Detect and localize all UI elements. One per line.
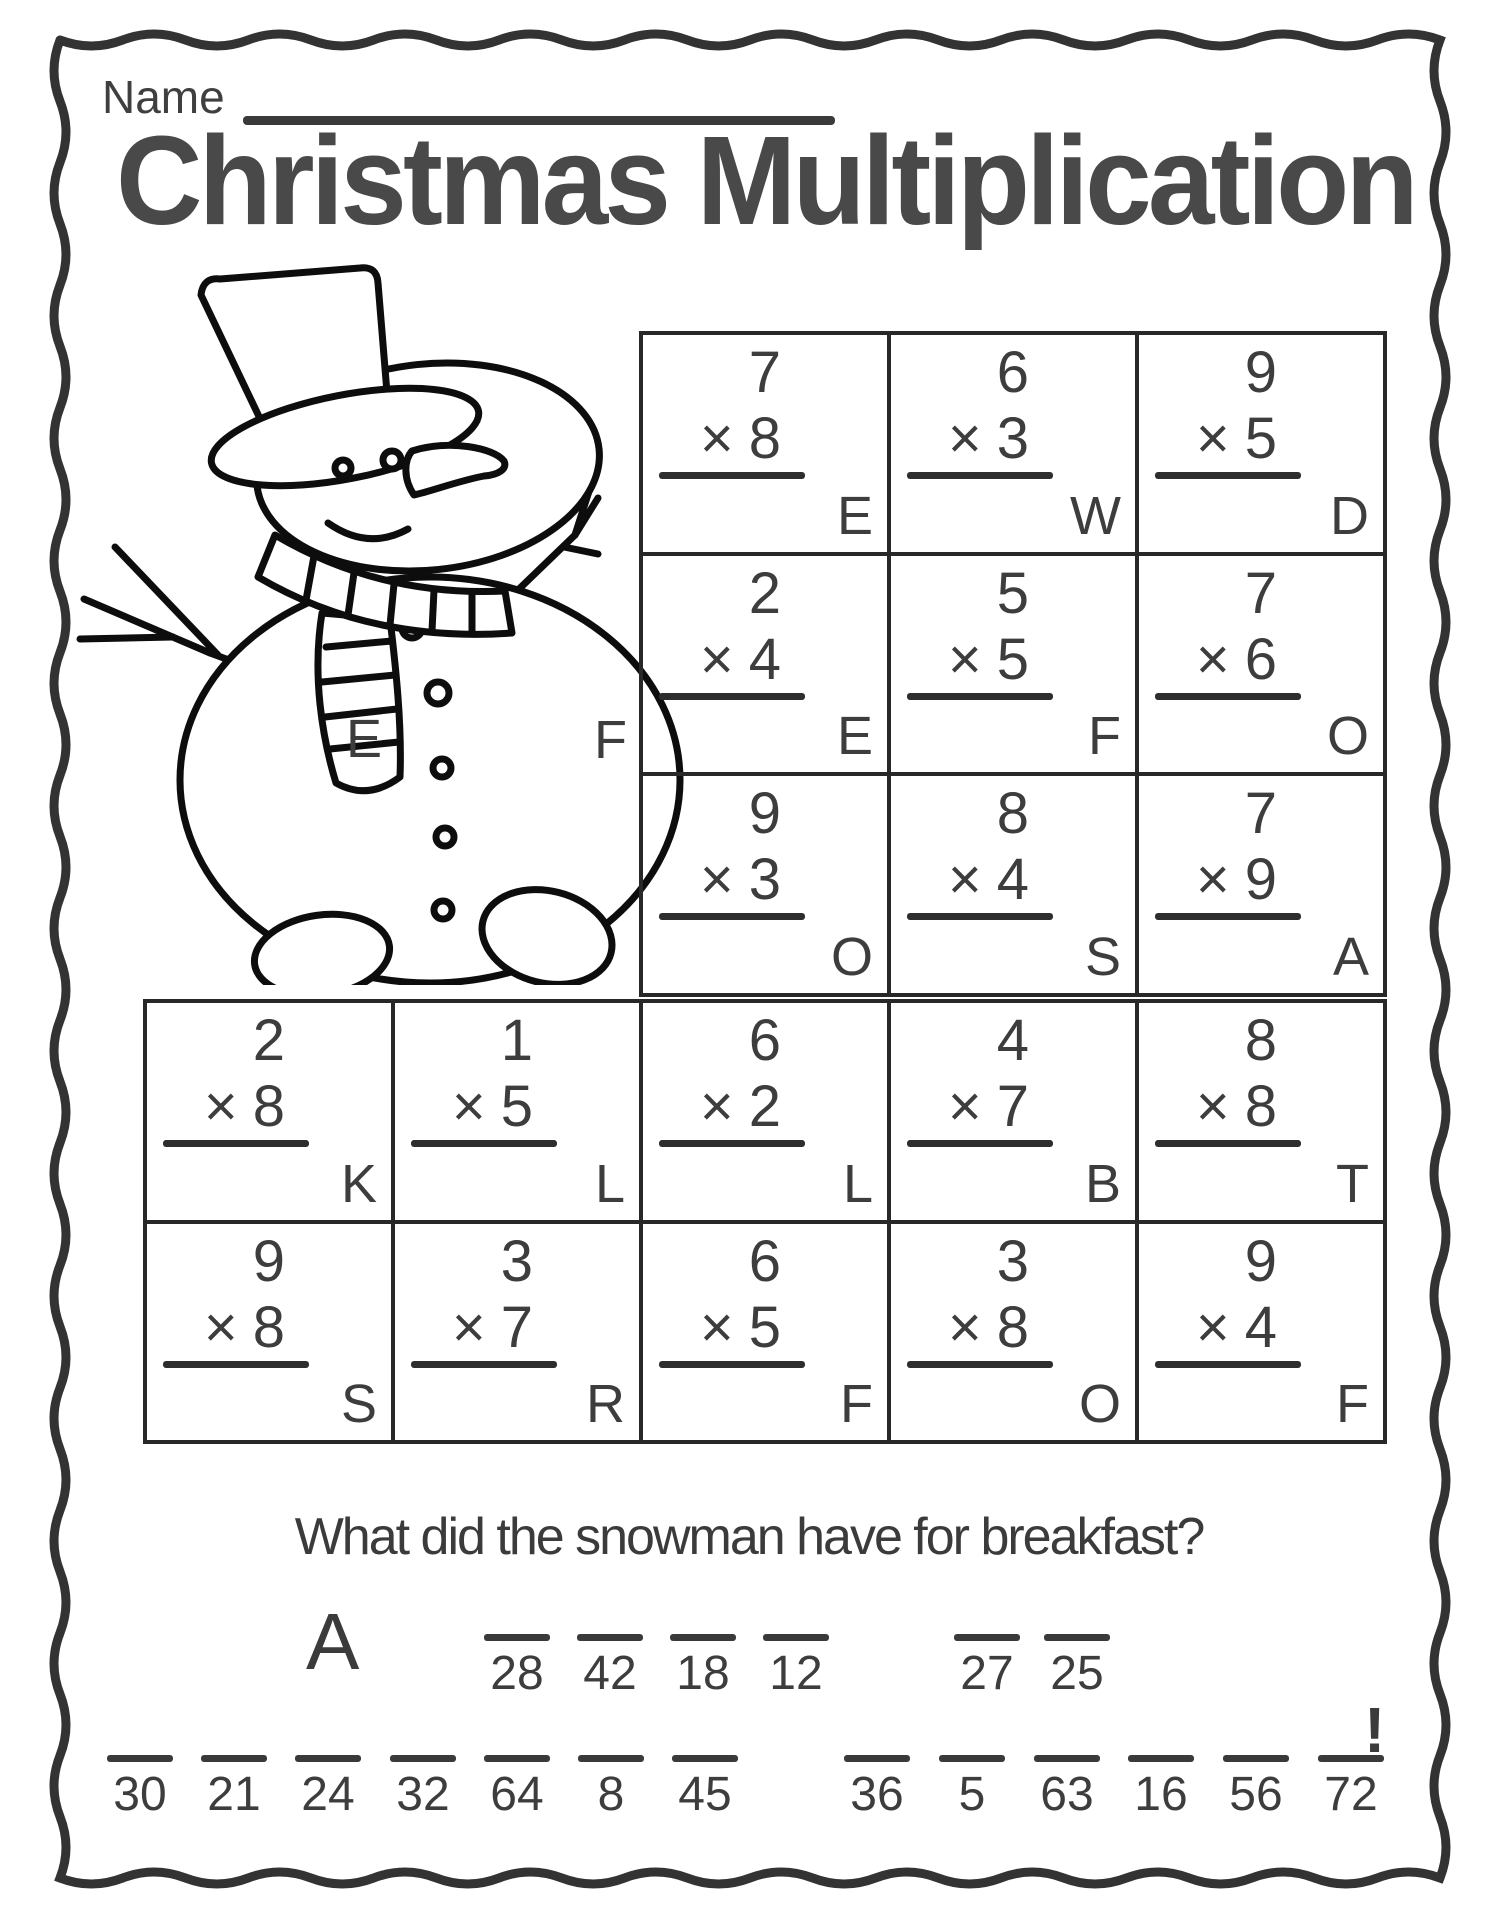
multiplication-sign: × (1195, 1074, 1230, 1139)
answer-line (1155, 1361, 1301, 1368)
product-number: 45 (678, 1768, 732, 1821)
product-number: 5 (958, 1768, 986, 1821)
answer-line (659, 1361, 805, 1368)
factor-top: 9 (1244, 340, 1277, 405)
product-number: 32 (396, 1768, 450, 1821)
code-letter: L (594, 1153, 625, 1214)
answer-line (1155, 913, 1301, 920)
product-number: 64 (490, 1768, 544, 1821)
factor-top: 2 (748, 560, 781, 626)
multiplication-grid-bottom (143, 999, 1387, 1444)
problem-bottom-row (643, 406, 781, 471)
snowman-illustration (70, 255, 730, 985)
problem-bottom-row (1139, 1294, 1277, 1360)
answer-blank (107, 1755, 173, 1819)
code-letter: E (836, 706, 873, 767)
code-letter: D (1330, 485, 1369, 546)
code-letter: R (586, 1374, 625, 1434)
code-letter: T (1336, 1153, 1369, 1214)
factor-top: 7 (748, 340, 781, 405)
problem-bottom-row (395, 1294, 533, 1360)
answer-line (1155, 472, 1301, 479)
factor-bottom: 3 (748, 847, 781, 913)
factor-bottom: 3 (996, 406, 1029, 471)
problem-bottom-row (395, 1074, 533, 1139)
answer-blank (954, 1634, 1020, 1698)
problem-bottom-row (1139, 406, 1277, 471)
multiplication-sign: × (1195, 626, 1230, 692)
code-letter: S (340, 1374, 377, 1434)
multiplication-sign: × (947, 1294, 982, 1360)
blank-line (1044, 1634, 1110, 1641)
code-letter: A (1332, 927, 1369, 988)
blank-line (1128, 1755, 1194, 1762)
multiplication-sign: × (699, 1074, 734, 1139)
factor-bottom: 6 (1244, 626, 1277, 692)
answer-line (659, 1140, 805, 1147)
multiplication-sign: × (203, 1074, 238, 1139)
code-letter: W (1070, 485, 1121, 546)
factor-bottom: 7 (500, 1294, 533, 1360)
problem-bottom-row (891, 1074, 1029, 1139)
problem-cell (641, 1222, 889, 1443)
blank-line (670, 1634, 736, 1641)
problem-cell (393, 1222, 641, 1443)
problem-bottom-row (891, 1294, 1029, 1360)
factor-bottom: 8 (996, 1294, 1029, 1360)
problem-cell (889, 774, 1137, 995)
factor-bottom: 8 (252, 1294, 285, 1360)
factor-top: 7 (1244, 560, 1277, 626)
blank-line (672, 1755, 738, 1762)
factor-bottom: 5 (748, 1294, 781, 1360)
factor-top: 6 (748, 1008, 781, 1073)
problem-cell (145, 1001, 393, 1222)
answer-blank (1223, 1755, 1289, 1819)
product-number: 12 (769, 1647, 823, 1700)
blank-line (763, 1634, 829, 1641)
multiplication-sign: × (451, 1074, 486, 1139)
multiplication-sign: × (1195, 1294, 1230, 1360)
answer-blank (201, 1755, 267, 1819)
blank-line (390, 1755, 456, 1762)
blank-line (1034, 1755, 1100, 1762)
answer-line (907, 913, 1053, 920)
multiplication-sign: × (699, 406, 734, 471)
code-letter: O (1078, 1374, 1121, 1434)
problem-cell (889, 333, 1137, 554)
factor-bottom: 2 (748, 1074, 781, 1139)
factor-bottom: 5 (996, 626, 1029, 692)
product-number: 42 (583, 1647, 637, 1700)
problem-cell (641, 554, 889, 775)
blank-line (844, 1755, 910, 1762)
answer-line (659, 693, 805, 700)
blank-line (107, 1755, 173, 1762)
problem-cell (641, 333, 889, 554)
blank-line (1223, 1755, 1289, 1762)
problem-cell (1137, 554, 1385, 775)
code-letter: S (1084, 927, 1121, 988)
problem-bottom-row (643, 626, 781, 692)
problem-cell (889, 1222, 1137, 1443)
answer-blank (578, 1755, 644, 1819)
multiplication-sign: × (1195, 847, 1230, 913)
factor-top: 5 (996, 560, 1029, 626)
problem-bottom-row (891, 406, 1029, 471)
problem-cell (1137, 333, 1385, 554)
factor-bottom: 4 (1244, 1294, 1277, 1360)
multiplication-sign: × (203, 1294, 238, 1360)
multiplication-sign: × (947, 1074, 982, 1139)
problem-cell (889, 1001, 1137, 1222)
multiplication-sign: × (1195, 406, 1230, 471)
multiplication-sign: × (947, 406, 982, 471)
blank-line (484, 1634, 550, 1641)
code-letter: K (340, 1153, 377, 1214)
answer-blank (844, 1755, 910, 1819)
answer-line (907, 1140, 1053, 1147)
multiplication-sign: × (699, 1294, 734, 1360)
product-number: 56 (1229, 1768, 1283, 1821)
code-letter: E (836, 485, 873, 546)
answer-line (659, 913, 805, 920)
product-number: 18 (676, 1647, 730, 1700)
blank-line (201, 1755, 267, 1762)
answer-blank (1128, 1755, 1194, 1819)
blank-line (484, 1755, 550, 1762)
factor-bottom: 4 (996, 847, 1029, 913)
answer-line (163, 1361, 309, 1368)
product-number: 28 (490, 1647, 544, 1700)
factor-top: 3 (996, 1228, 1029, 1294)
answer-blank (484, 1634, 550, 1698)
factor-top: 4 (996, 1008, 1029, 1073)
factor-bottom: 7 (996, 1074, 1029, 1139)
factor-bottom: 5 (500, 1074, 533, 1139)
answer-line (163, 1140, 309, 1147)
code-letter: F (1088, 706, 1121, 767)
product-number: 16 (1134, 1768, 1188, 1821)
answer-blank (672, 1755, 738, 1819)
problem-cell (641, 1001, 889, 1222)
problem-cell (1137, 1222, 1385, 1443)
problem-bottom-row (1139, 626, 1277, 692)
problem-bottom-row (147, 1294, 285, 1360)
answer-blank (295, 1755, 361, 1819)
code-letter: B (1084, 1153, 1121, 1214)
problem-bottom-row (1139, 1074, 1277, 1139)
product-number: 8 (597, 1768, 625, 1821)
product-number: 24 (301, 1768, 355, 1821)
answer-line (659, 472, 805, 479)
product-number: 30 (113, 1768, 167, 1821)
factor-bottom: 8 (1244, 1074, 1277, 1139)
answer-blank (484, 1755, 550, 1819)
code-letter: F (840, 1374, 873, 1434)
code-letter: O (1326, 706, 1369, 767)
answer-line (907, 472, 1053, 479)
problem-cell (1137, 1001, 1385, 1222)
problem-cell (889, 554, 1137, 775)
product-number: 21 (207, 1768, 261, 1821)
problem-bottom-row (891, 626, 1029, 692)
multiplication-sign: × (699, 847, 734, 913)
factor-top: 9 (1244, 1228, 1277, 1294)
answer-prefix-letter: A (306, 1597, 360, 1686)
exclamation-mark: ! (1364, 1694, 1386, 1766)
hidden-cell-letter: E (346, 709, 383, 769)
factor-top: 2 (252, 1008, 285, 1073)
answer-blank (390, 1755, 456, 1819)
product-number: 36 (850, 1768, 904, 1821)
answer-blank (1034, 1755, 1100, 1819)
factor-top: 6 (748, 1228, 781, 1294)
problem-bottom-row (891, 847, 1029, 913)
problem-bottom-row (643, 1294, 781, 1360)
name-label: Name (102, 71, 225, 123)
answer-line (1155, 693, 1301, 700)
blank-line (295, 1755, 361, 1762)
answer-line (411, 1140, 557, 1147)
multiplication-sign: × (699, 626, 734, 692)
answer-line (907, 1361, 1053, 1368)
problem-bottom-row (643, 847, 781, 913)
blank-line (578, 1755, 644, 1762)
answer-line (411, 1361, 557, 1368)
answer-line (1155, 1140, 1301, 1147)
multiplication-sign: × (451, 1294, 486, 1360)
factor-bottom: 5 (1244, 406, 1277, 471)
factor-bottom: 8 (252, 1074, 285, 1139)
factor-top: 3 (500, 1228, 533, 1294)
factor-top: 8 (996, 781, 1029, 847)
code-letter: F (1336, 1374, 1369, 1434)
answer-line (907, 693, 1053, 700)
answer-blank (670, 1634, 736, 1698)
factor-top: 9 (748, 781, 781, 847)
product-number: 27 (960, 1647, 1014, 1700)
factor-top: 8 (1244, 1008, 1277, 1073)
page-title: Christmas Multiplication (116, 110, 1415, 251)
factor-top: 1 (500, 1008, 533, 1073)
problem-cell (641, 774, 889, 995)
blank-line (577, 1634, 643, 1641)
factor-top: 7 (1244, 781, 1277, 847)
answer-blank (577, 1634, 643, 1698)
answer-blank (939, 1755, 1005, 1819)
riddle-question: What did the snowman have for breakfast? (294, 1508, 1204, 1566)
problem-cell (145, 1222, 393, 1443)
problem-cell (1137, 774, 1385, 995)
hidden-cell-letter: F (594, 710, 627, 770)
factor-top: 9 (252, 1228, 285, 1294)
blank-line (939, 1755, 1005, 1762)
product-number: 63 (1040, 1768, 1094, 1821)
blank-line (954, 1634, 1020, 1641)
multiplication-sign: × (947, 626, 982, 692)
answer-blank (1044, 1634, 1110, 1698)
code-letter: L (842, 1153, 873, 1214)
answer-blank (763, 1634, 829, 1698)
snowman-eye (335, 460, 351, 476)
factor-bottom: 4 (748, 626, 781, 692)
product-number: 25 (1050, 1647, 1104, 1700)
code-letter: O (830, 927, 873, 988)
factor-bottom: 8 (748, 406, 781, 471)
factor-bottom: 9 (1244, 847, 1277, 913)
problem-cell (393, 1001, 641, 1222)
snowman-eye (383, 451, 401, 469)
multiplication-grid-top (639, 331, 1387, 997)
product-number: 72 (1324, 1768, 1378, 1821)
factor-top: 6 (996, 340, 1029, 405)
multiplication-sign: × (947, 847, 982, 913)
problem-bottom-row (147, 1074, 285, 1139)
problem-bottom-row (1139, 847, 1277, 913)
problem-bottom-row (643, 1074, 781, 1139)
